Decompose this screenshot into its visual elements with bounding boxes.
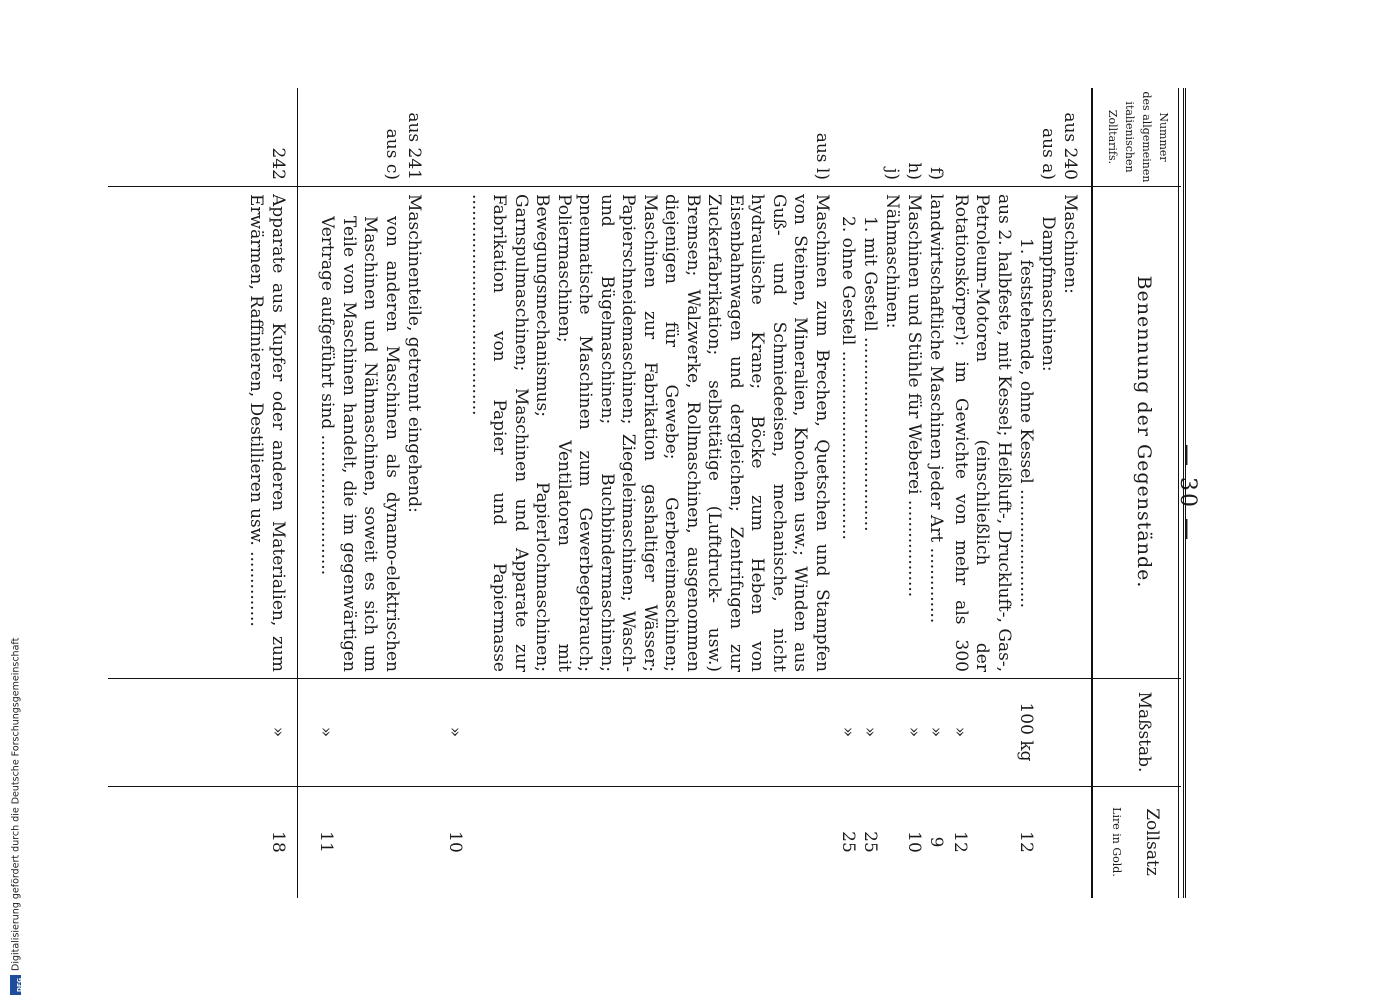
top-rule [1178,88,1186,898]
row-description: Maschinenteile, getrennt eingehend: [404,194,424,513]
row-description: Dampfmaschinen: [1038,216,1058,372]
row-rate: 25 [838,831,858,853]
header-number [1104,88,1172,186]
row-description: 1. feststehende, ohne Kessel ...................... [1016,238,1036,608]
header-number-line: Nummer [1157,112,1170,162]
row-rate: 11 [316,831,336,853]
row-rate: 12 [1016,831,1036,853]
header-description: Benennung der Gegenstände. [1133,275,1155,589]
funding-credit-text: Digitalisierung gefördert durch die Deutsche Forschungsgemeinschaft [10,637,22,971]
header-number-line: italienischen [1123,101,1136,173]
row-number: h) [904,162,924,180]
row-number: f) [926,167,946,180]
row-measure: » [838,726,858,738]
row-measure: » [926,726,946,738]
section-rule [297,88,298,898]
row-description: Maschinen und Stühle für Weberei .................. [904,194,924,598]
row-description: aus 2. halbfeste, mit Kessel; Heißluft-, Druckluft-, Gas-, Petroleum-Motoren (einschließlich der Rotationskörper): im Gewichte von mehr als 300 [951,194,1014,672]
row-measure: 100 kg [1016,702,1036,762]
row-description: landwirtschaftliche Maschinen jeder Art .............. [926,194,946,624]
row-measure: » [445,726,465,738]
row-description: Nähmaschinen: [882,194,902,329]
row-number: j) [882,168,902,180]
row-number: aus 241 [404,112,424,180]
row-description: Maschinen zum Brechen, Quetschen und Stampfen von Steinen, Mineralien, Knochen usw.; Winden aus Guß- und Schmiedeeisen, mechanische, nicht hydraulische Krane; Böcke zum Heben von Eisenbahnwagen und dergleichen; Zentrifugen zur Zuckerfabrikation; selbsttätige (Luftdruck- usw.) Bremsen; Walzwerke, Rollmaschinen, ausgenommen diejenigen für Gewebe; Gerbereimaschinen; Maschinen zur Fabrikation gashaltiger Wässer; Papierschneidemaschinen; Ziegeleimaschinen; Wasch- und Bügelmaschinen; Buchbindermaschinen; pneumatische Maschinen zum Gewerbegebrauch; Poliermaschinen; Ventilatoren mit Bewegungsmechanismus; Papierlochmaschinen; Garnspulmaschinen; Maschinen und Apparate zur Fabrikation von Papier und Papiermasse ......................................... [468,194,832,672]
row-description: Maschinen: [1060,194,1080,294]
dfg-logo: DFG [11,975,22,995]
row-measure: » [904,726,924,738]
header-number-line: Zolltarifs. [1106,109,1119,165]
row-number: aus l) [812,132,832,180]
row-number: aus c) [382,128,402,180]
header-rate-label: Zollsatz [1142,808,1162,876]
row-rate: 18 [268,831,288,853]
row-number: aus a) [1038,128,1058,180]
header-rate-unit: Lire in Gold. [1110,807,1123,877]
header-rate [1108,786,1160,898]
row-number: 242 [268,147,288,180]
page-number: — 30 — [1175,444,1200,542]
header-measure: Maßstab. [1134,691,1154,773]
rotated-page [105,88,1200,898]
header-number-line: des allgemeinen [1140,91,1153,183]
row-rate: 10 [904,831,924,853]
funding-credit [6,605,26,995]
row-rate: 12 [950,831,970,853]
row-rate: 10 [445,831,465,853]
row-rate: 9 [926,836,946,848]
row-rate: 25 [860,831,880,853]
row-description: Apparate aus Kupfer oder anderen Materialien, zum Erwärmen, Raffinieren, Destillieren usw. .............. [246,194,288,672]
row-description: von anderen Maschinen als dynamo-elektrischen Maschinen und Nähmaschinen, soweit es sich um Teile von Maschinen handelt, die im gegenwärtigen Vertrage aufgeführt sind .......................... [317,216,402,672]
column-divider [108,186,1181,187]
row-description: 1. mit Gestell .................................... [860,216,880,532]
row-measure: » [316,726,336,738]
header-rule [1091,88,1093,898]
row-number: aus 240 [1060,112,1080,180]
row-measure: » [268,726,288,738]
row-description: 2. ohne Gestell ................................... [838,216,858,540]
row-measure: » [950,726,970,738]
row-measure: » [860,726,880,738]
